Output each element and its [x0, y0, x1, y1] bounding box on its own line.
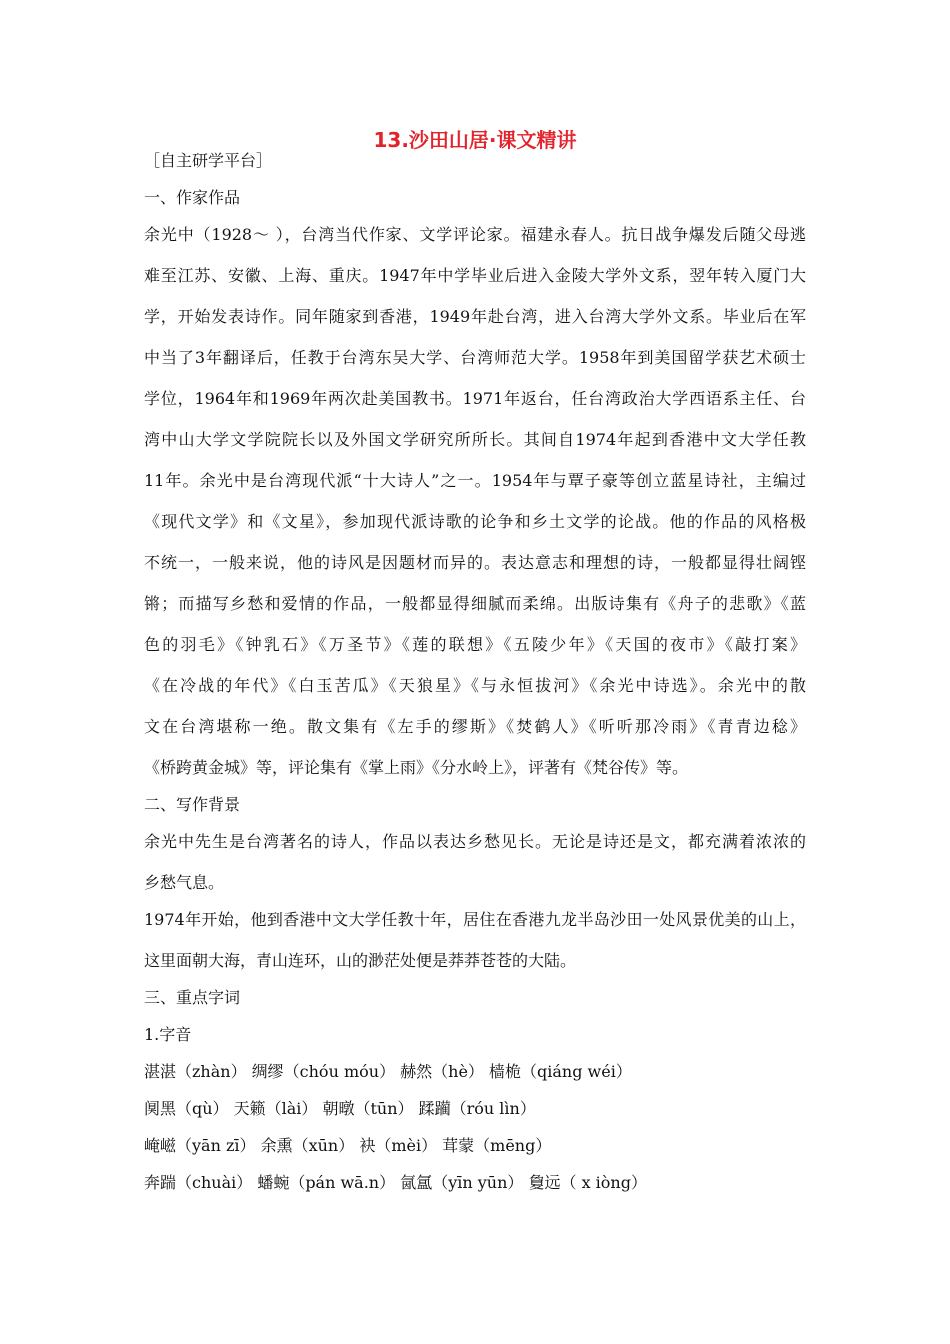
heading-author-works: 一、作家作品	[144, 188, 241, 207]
pronunciation-line: 湛湛（zhàn） 绸缪（chóu móu） 赫然（hè） 樯桅（qiáng wéi）	[144, 1062, 632, 1081]
author-paragraph-line: 难至江苏、安徽、上海、重庆。1947年中学毕业后进入金陵大学外文系，翌年转入厦门大	[144, 266, 806, 285]
page-title: 13.沙田山居·课文精讲	[373, 128, 577, 152]
background-paragraph-line: 这里面朝大海，青山连环，山的渺茫处便是莽莽苍苍的大陆。	[144, 951, 577, 970]
author-paragraph-line: 《在冷战的年代》《白玉苦瓜》《天狼星》《与永恒拔河》《余光中诗选》。余光中的散	[144, 676, 806, 695]
author-paragraph-line: 色的羽毛》《钟乳石》《万圣节》《莲的联想》《五陵少年》《天国的夜市》《敲打案》	[144, 635, 806, 654]
background-paragraph-line: 余光中先生是台湾著名的诗人，作品以表达乡愁见长。无论是诗还是文，都充满着浓浓的	[144, 832, 806, 851]
author-paragraph-line: 余光中（1928～ ），台湾当代作家、文学评论家。福建永春人。抗日战争爆发后随父母逃	[144, 225, 806, 244]
heading-writing-background: 二、写作背景	[144, 795, 241, 814]
pronunciation-line: 阒黑（qù） 天籁（lài） 朝暾（tūn） 蹂躏（róu lìn）	[144, 1099, 536, 1118]
pronunciation-line: 崦嵫（yān zī） 余熏（xūn） 袂（mèi） 茸蒙（mēng）	[144, 1136, 552, 1155]
section-label: ［自主研学平台］	[144, 151, 273, 170]
author-paragraph-line: 学，开始发表诗作。同年随家到香港，1949年赴台湾，进入台湾大学外文系。毕业后在军	[144, 307, 806, 326]
pronunciation-line: 奔踹（chuài） 蟠蜿（pán wā.n） 氤氲（yīn yūn） 敻远（ x iòng）	[144, 1173, 647, 1192]
background-paragraph-line: 乡愁气息。	[144, 873, 225, 892]
author-paragraph-line: 不统一，一般来说，他的诗风是因题材而异的。表达意志和理想的诗，一般都显得壮阔铿	[144, 553, 806, 572]
author-paragraph-line: 锵；而描写乡愁和爱情的作品，一般都显得细腻而柔绵。出版诗集有《舟子的悲歌》《蓝	[144, 594, 806, 613]
author-paragraph-line: 11年。余光中是台湾现代派“十大诗人”之一。1954年与覃子豪等创立蓝星诗社，主编过	[144, 471, 806, 490]
sub-heading-pronunciation: 1.字音	[144, 1025, 192, 1044]
author-paragraph-line: 《桥跨黄金城》等，评论集有《掌上雨》《分水岭上》，评著有《梵谷传》等。	[144, 758, 689, 777]
author-paragraph-line: 湾中山大学文学院院长以及外国文学研究所所长。其间自1974年起到香港中文大学任教	[144, 430, 806, 449]
author-paragraph-line: 中当了3年翻译后，任教于台湾东吴大学、台湾师范大学。1958年到美国留学获艺术硕士	[144, 348, 806, 367]
background-paragraph-line: 1974年开始，他到香港中文大学任教十年，居住在香港九龙半岛沙田一处风景优美的山上，	[144, 910, 806, 929]
author-paragraph-line: 《现代文学》和《文星》，参加现代派诗歌的论争和乡土文学的论战。他的作品的风格极	[144, 512, 806, 531]
author-paragraph-line: 学位，1964年和1969年两次赴美国教书。1971年返台，任台湾政治大学西语系主任、台	[144, 389, 806, 408]
author-paragraph-line: 文在台湾堪称一绝。散文集有《左手的缪斯》《焚鹤人》《听听那冷雨》《青青边稔》	[144, 717, 806, 736]
heading-key-words: 三、重点字词	[144, 988, 241, 1007]
